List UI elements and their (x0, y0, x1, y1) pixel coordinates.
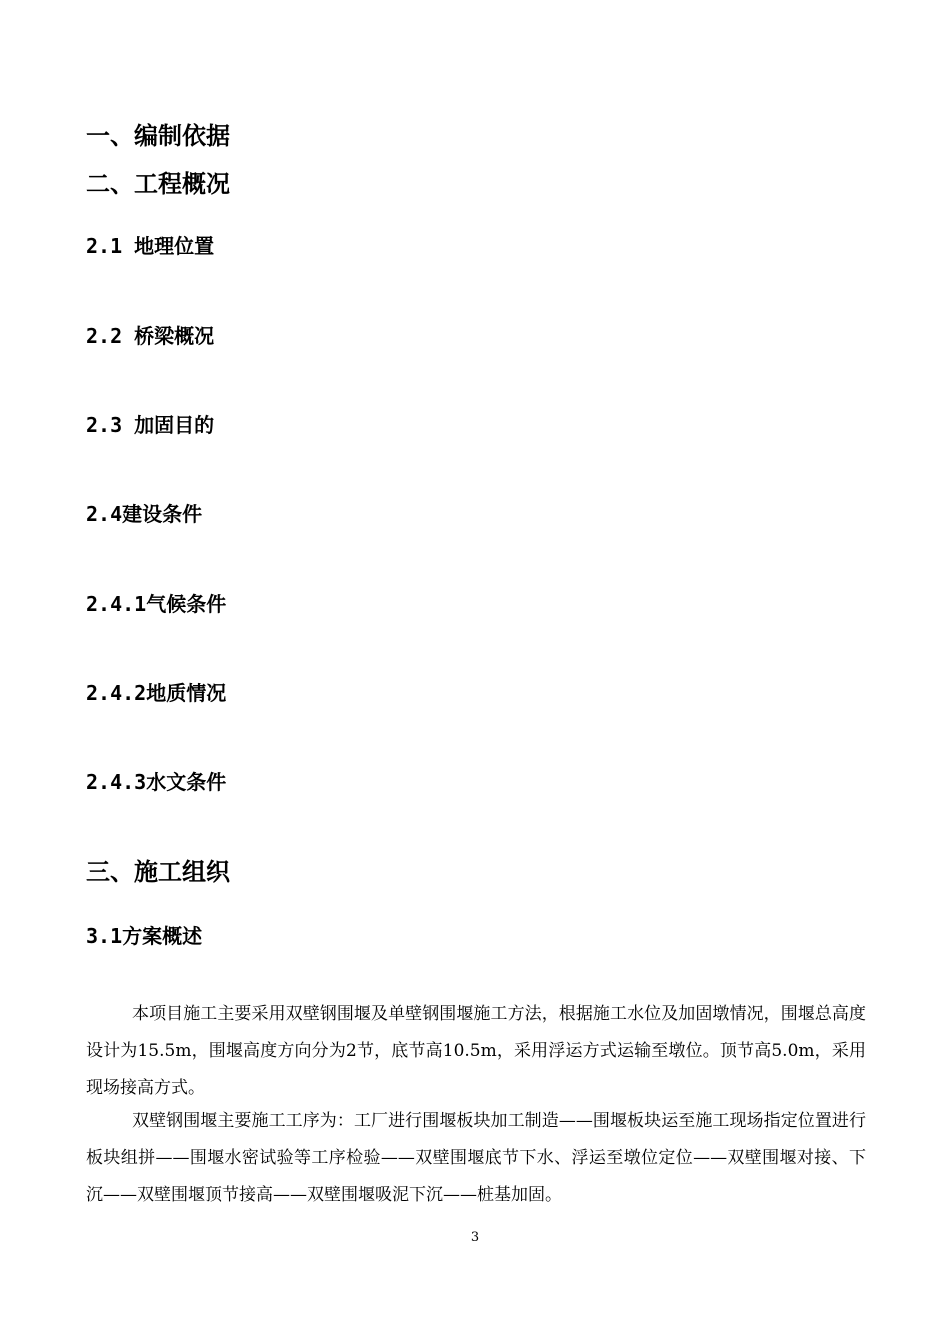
heading-reinforcement-purpose: 2.3 加固目的 (86, 413, 215, 437)
heading-climate-conditions: 2.4.1气候条件 (86, 592, 227, 616)
heading-construction-organization: 三、施工组织 (86, 858, 230, 886)
heading-compilation-basis: 一、编制依据 (86, 122, 230, 150)
body-paragraph-2: 双壁钢围堰主要施工工序为：工厂进行围堰板块加工制造——围堰板块运至施工现场指定位置进行板块组拼——围堰水密试验等工序检验——双壁围堰底节下水、浮运至墩位定位——双壁围堰对接、下沉——双壁围堰顶节接高——双壁围堰吸泥下沉——桩基加固。 (86, 1111, 866, 1205)
heading-geographic-location: 2.1 地理位置 (86, 234, 215, 258)
heading-hydrology: 2.4.3水文条件 (86, 770, 227, 794)
body-paragraph-1: 本项目施工主要采用双壁钢围堰及单壁钢围堰施工方法，根据施工水位及加固墩情况，围堰总高度设计为15.5m，围堰高度方向分为2节，底节高10.5m，采用浮运方式运输至墩位。顶节高5.0m，采用现场接高方式。 (86, 1004, 866, 1098)
heading-geology: 2.4.2地质情况 (86, 681, 227, 705)
heading-construction-conditions: 2.4建设条件 (86, 502, 203, 526)
heading-project-overview: 二、工程概况 (86, 170, 230, 198)
heading-plan-summary: 3.1方案概述 (86, 924, 203, 948)
page-number: 3 (470, 1230, 480, 1245)
heading-bridge-overview: 2.2 桥梁概况 (86, 324, 215, 348)
